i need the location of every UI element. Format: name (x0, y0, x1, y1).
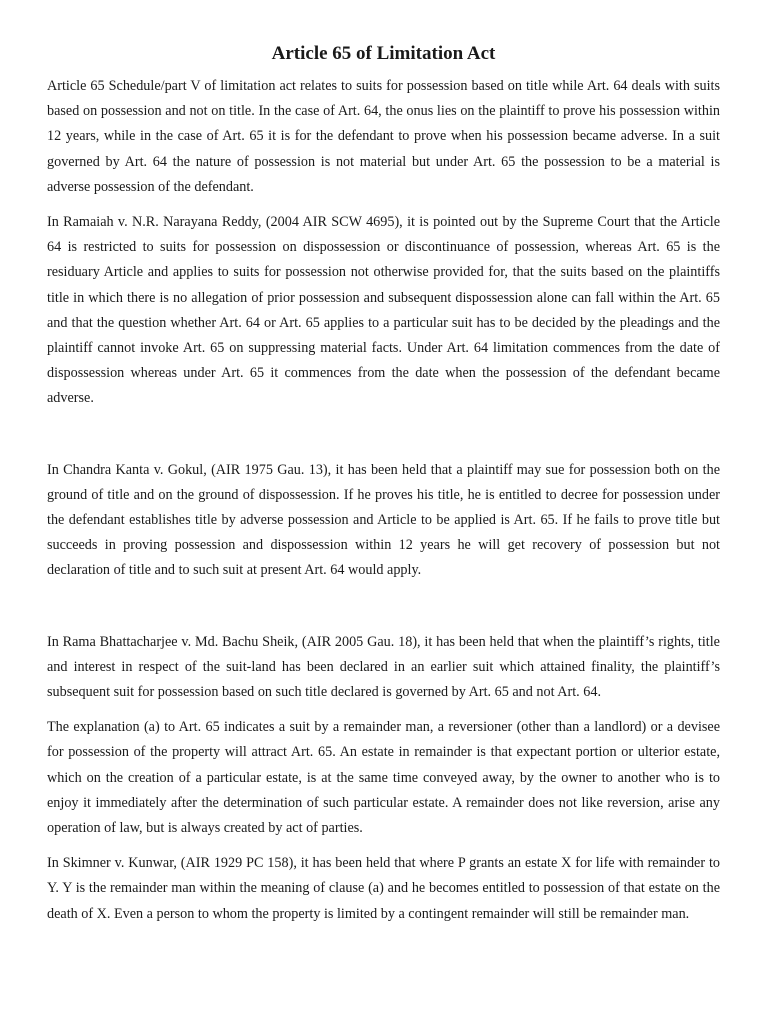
paragraph-rama-bhattacharjee: In Rama Bhattacharjee v. Md. Bachu Sheik, (AIR 2005 Gau. 18), it has been held that when the plaintiff’s rights, title and interest in respect of the suit-land has been declared in an earlier suit which attained finality, the plaintiff’s subsequent suit for possession based on such title declared is governed by Art. 65 and not Art. 64. (47, 633, 720, 701)
paragraph-skimner: In Skimner v. Kunwar, (AIR 1929 PC 158), it has been held that where P grants an estate X for life with remainder to Y. Y is the remainder man within the meaning of clause (a) and he becomes entitled to possession of that estate on the death of X. Even a person to whom the property is limited by a contingent remainder will still be remainder man. (47, 855, 720, 922)
paragraph-ramaiah: In Ramaiah v. N.R. Narayana Reddy, (2004 AIR SCW 4695), it is pointed out by the Supreme Court that the Article 64 is restricted to suits for possession on dispossession or discontinuance of possession, whereas Art. 65 is the residuary Article and applies to suits for possession not otherwise provided for, that the suits based on the plaintiffs title in which there is no allegation of prior possession and subsequent dispossession alone can fall within the Art. 65 and that the question whether Art. 64 or Art. 65 applies to a particular suit has to be decided by the pleadings and the plaintiff cannot invoke Art. 65 on suppressing material facts. Under Art. 64 limitation commences from the date of dispossession whereas under Art. 65 it commences from the date when the possession of the defendant became adverse. (47, 214, 720, 407)
document-page (47, 40, 720, 937)
paragraph-intro: Article 65 Schedule/part V of limitation act relates to suits for possession based on title while Art. 64 deals with suits based on possession and not on title. In the case of Art. 64, the onus lies on the plaintiff to prove his possession within 12 years, while in the case of Art. 65 it is for the defendant to prove when his possession became adverse. In a suit governed by Art. 64 the nature of possession is not material but under Art. 65 the possession to be a material is adverse possession of the defendant. (47, 78, 720, 195)
paragraph-explanation: The explanation (a) to Art. 65 indicates a suit by a remainder man, a reversioner (other than a landlord) or a devisee for possession of the property will attract Art. 65. An estate in remainder is that expectant portion or ulterior estate, which on the creation of a particular estate, is at the same time conveyed away, by the owner to another who is to enjoy it immediately after the determination of such particular estate. A remainder does not like reversion, arise any operation of law, but is always created by act of parties. (47, 719, 720, 837)
paragraph-chandra-kanta: In Chandra Kanta v. Gokul, (AIR 1975 Gau. 13), it has been held that a plaintiff may sue for possession both on the ground of title and on the ground of dispossession. If he proves his title, he is entitled to decree for possession under the defendant establishes title by adverse possession and Article to be applied is Art. 65. If he fails to prove title but succeeds in proving possession and dispossession within 12 years he will get recovery of possession but not declaration of title and to such suit at present Art. 64 would apply. (47, 461, 720, 579)
document-title: Article 65 of Limitation Act (271, 43, 496, 64)
